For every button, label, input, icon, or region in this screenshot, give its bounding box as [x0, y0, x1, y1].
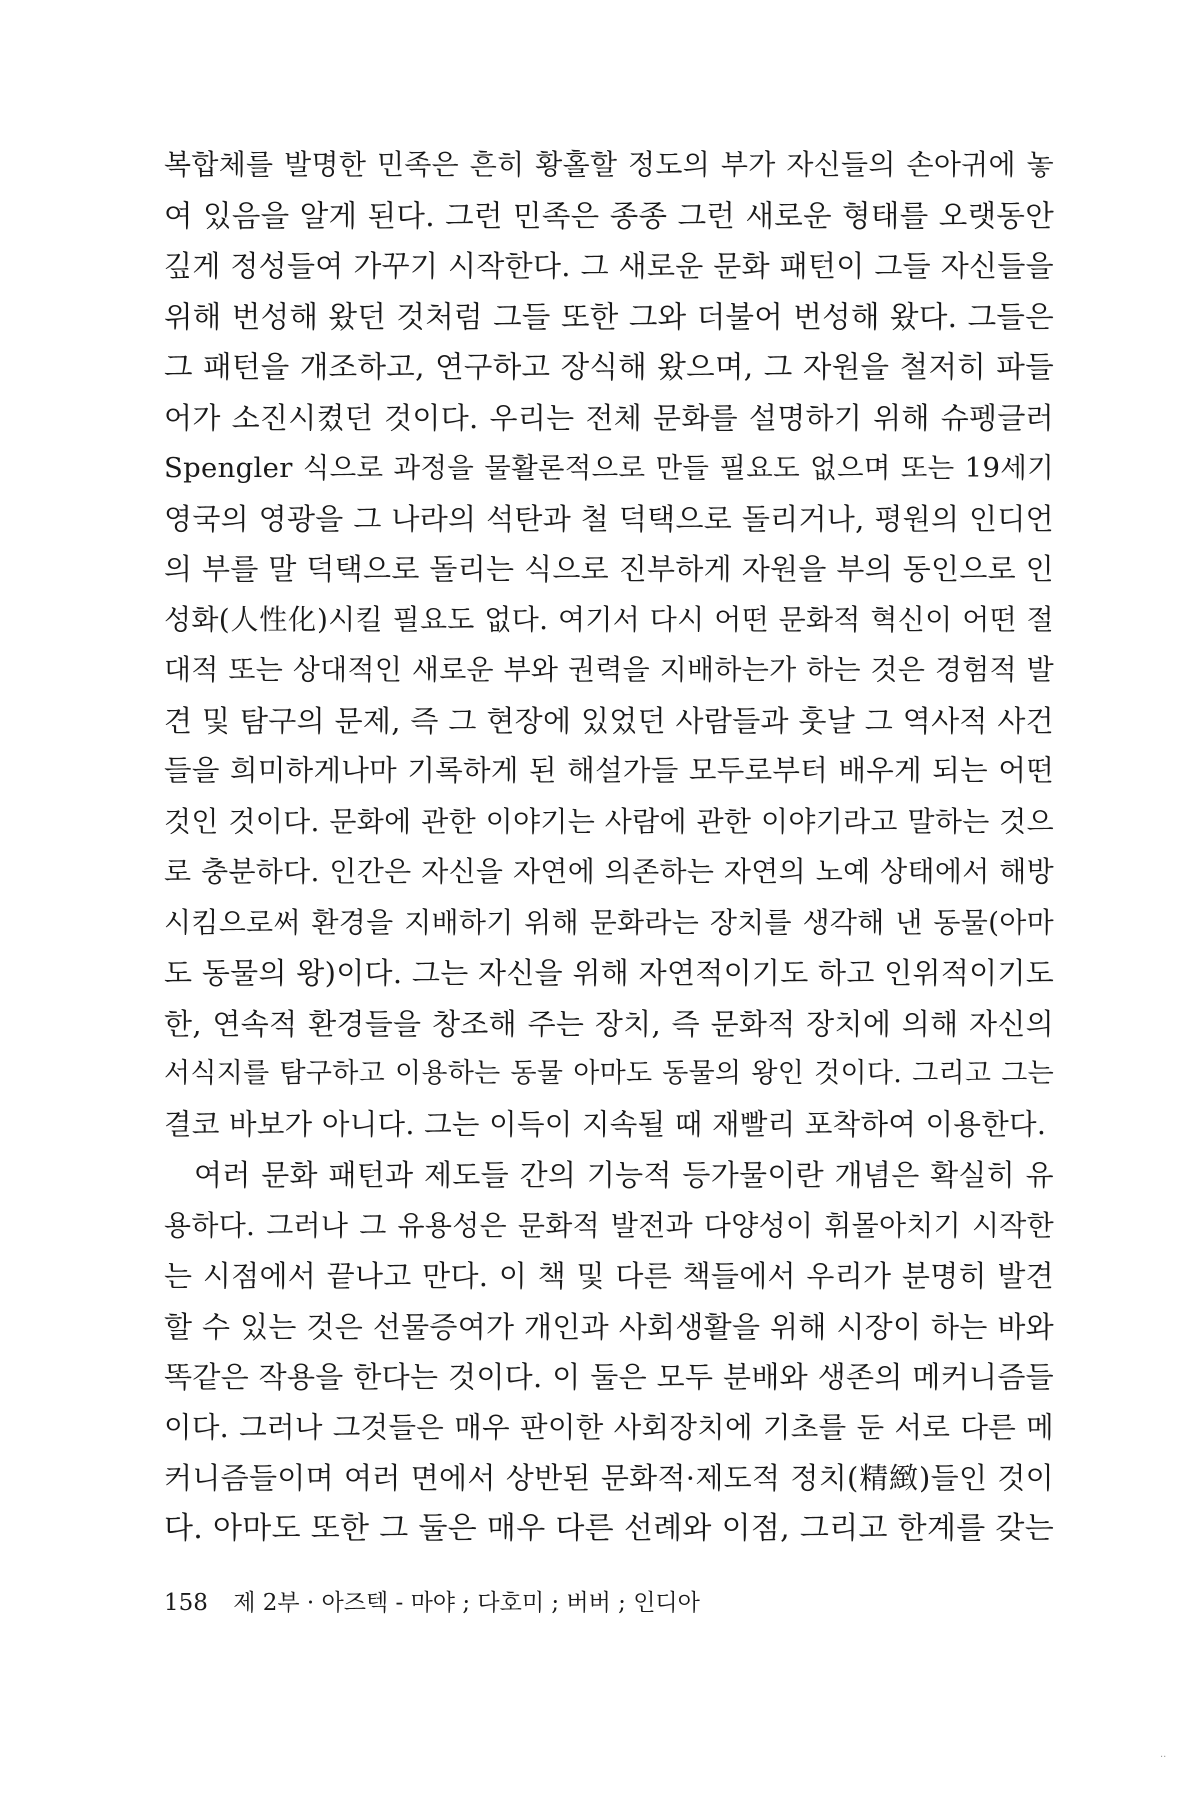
text-line: 어가 소진시켰던 것이다. 우리는 전체 문화를 설명하기 위해 슈펭글러 [164, 400, 1054, 435]
text-line: 로 충분하다. 인간은 자신을 자연에 의존하는 자연의 노예 상태에서 해방 [164, 855, 1054, 888]
text-line: 대적 또는 상대적인 새로운 부와 권력을 지배하는가 하는 것은 경험적 발 [164, 653, 1054, 686]
body-text [164, 140, 1054, 1554]
text-line: 다. 아마도 또한 그 둘은 매우 다른 선례와 이점, 그리고 한계를 갖는 [164, 1510, 1054, 1546]
text-line: 시킴으로써 환경을 지배하기 위해 문화라는 장치를 생각해 낸 동물(아마 [164, 905, 1054, 939]
text-line: 것인 것이다. 문화에 관한 이야기는 사람에 관한 이야기라고 말하는 것으 [164, 804, 1054, 838]
text-line: 커니즘들이며 여러 면에서 상반된 문화적·제도적 정치(精緻)들인 것이 [164, 1461, 1054, 1495]
text-line: 의 부를 말 덕택으로 돌리는 식으로 진부하게 자원을 부의 동인으로 인 [164, 552, 1054, 586]
text-line: 서식지를 탐구하고 이용하는 동물 아마도 동물의 왕인 것이다. 그리고 그는 [164, 1058, 1054, 1089]
text-line: 견 및 탐구의 문제, 즉 그 현장에 있었던 사람들과 훗날 그 역사적 사건 [164, 703, 1054, 738]
running-head: 제 2부 · 아즈텍 - 마야 ; 다호미 ; 버버 ; 인디아 [233, 1590, 700, 1616]
text-line: 할 수 있는 것은 선물증여가 개인과 사회생활을 위해 시장이 하는 바와 [164, 1309, 1054, 1344]
text-line: 여 있음을 알게 된다. 그런 민족은 종종 그런 새로운 형태를 오랫동안 [164, 198, 1054, 233]
page-footer [164, 1584, 700, 1617]
text-line: 위해 번성해 왔던 것처럼 그들 또한 그와 더불어 번성해 왔다. 그들은 [164, 299, 1054, 334]
text-line: 도 동물의 왕)이다. 그는 자신을 위해 자연적이기도 하고 인위적이기도 [164, 956, 1055, 990]
text-line: 한, 연속적 환경들을 창조해 주는 장치, 즉 문화적 장치에 의해 자신의 [164, 1006, 1054, 1041]
text-line: 성화(人性化)시킬 필요도 없다. 여기서 다시 어떤 문화적 혁신이 어떤 절 [164, 602, 1054, 636]
text-line: 영국의 영광을 그 나라의 석탄과 철 덕택으로 돌리거나, 평원의 인디언 [164, 501, 1054, 536]
text-line: 복합체를 발명한 민족은 흔히 황홀할 정도의 부가 자신들의 손아귀에 놓 [164, 148, 1054, 181]
text-line: 똑같은 작용을 한다는 것이다. 이 둘은 모두 분배와 생존의 메커니즘들 [164, 1360, 1054, 1394]
paragraph-start-line: 여러 문화 패턴과 제도들 간의 기능적 등가물이란 개념은 확실히 유 [194, 1158, 1054, 1192]
scan-dot-mark: ·· [1160, 1752, 1167, 1763]
text-line: 이다. 그러나 그것들은 매우 판이한 사회장치에 기초를 둔 서로 다른 메 [164, 1410, 1054, 1444]
text-line: Spengler 식으로 과정을 물활론적으로 만들 필요도 없으며 또는 19세기 [164, 452, 1054, 484]
text-line: 들을 희미하게나마 기록하게 된 해설가들 모두로부터 배우게 되는 어떤 [164, 754, 1054, 787]
text-line: 는 시점에서 끝나고 만다. 이 책 및 다른 책들에서 우리가 분명히 발견 [164, 1259, 1054, 1293]
text-line: 용하다. 그러나 그 유용성은 문화적 발전과 다양성이 휘몰아치기 시작한 [164, 1208, 1054, 1242]
page-number: 158 [164, 1590, 208, 1616]
text-line: 그 패턴을 개조하고, 연구하고 장식해 왔으며, 그 자원을 철저히 파들 [164, 350, 1054, 384]
paragraph-end-line: 결코 바보가 아니다. 그는 이득이 지속될 때 재빨리 포착하여 이용한다. [164, 1107, 1047, 1141]
text-line: 깊게 정성들여 가꾸기 시작한다. 그 새로운 문화 패턴이 그들 자신들을 [164, 249, 1054, 283]
